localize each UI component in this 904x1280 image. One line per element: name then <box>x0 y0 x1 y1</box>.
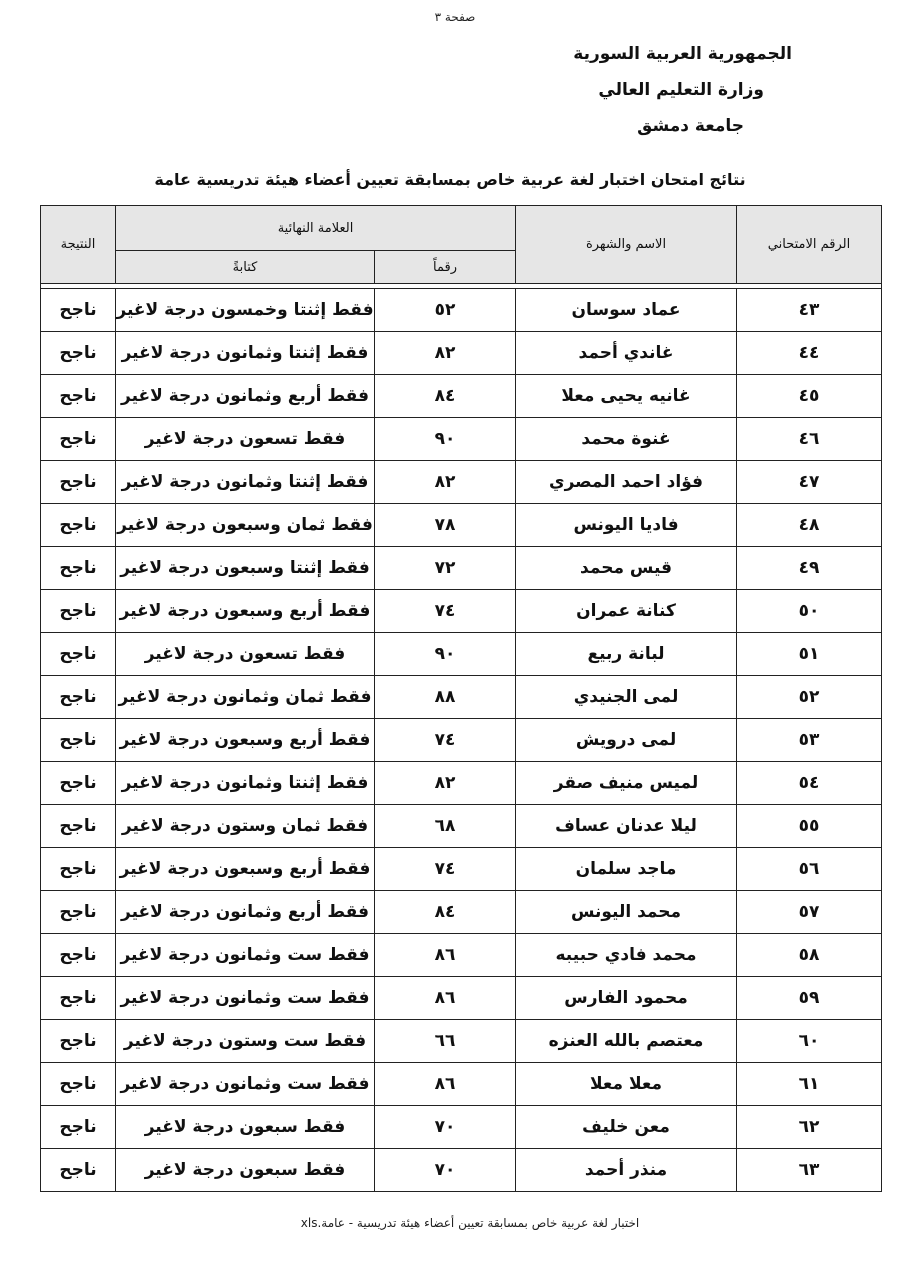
mark-digits-cell: ٨٨ <box>375 676 516 719</box>
name-cell: فاديا اليونس <box>516 504 737 547</box>
result-cell: ناجح <box>41 719 116 762</box>
mark-words-cell: فقط أربع وثمانون درجة لاغير <box>116 375 375 418</box>
table-row <box>41 1149 882 1192</box>
exam-number-cell: ٥٧ <box>737 891 882 934</box>
result-cell: ناجح <box>41 375 116 418</box>
name-cell: معلا معلا <box>516 1063 737 1106</box>
mark-digits-cell: ٨٢ <box>375 762 516 805</box>
mark-digits-cell: ٩٠ <box>375 633 516 676</box>
header-digits: رقماً <box>375 251 516 284</box>
mark-digits-cell: ٧٨ <box>375 504 516 547</box>
mark-words-cell: فقط أربع وسبعون درجة لاغير <box>116 848 375 891</box>
exam-number-cell: ٥١ <box>737 633 882 676</box>
table-row <box>41 547 882 590</box>
result-cell: ناجح <box>41 332 116 375</box>
document-title: نتائج امتحان اختبار لغة عربية خاص بمسابقة تعيين أعضاء هيئة تدريسية عامة <box>154 170 746 189</box>
name-cell: غاندي أحمد <box>516 332 737 375</box>
mark-digits-cell: ٧٠ <box>375 1149 516 1192</box>
header-name: الاسم والشهرة <box>516 206 737 284</box>
exam-number-cell: ٥٥ <box>737 805 882 848</box>
mark-words-cell: فقط إثنتا وثمانون درجة لاغير <box>116 332 375 375</box>
mark-words-cell: فقط ثمان وستون درجة لاغير <box>116 805 375 848</box>
name-cell: معتصم بالله العنزه <box>516 1020 737 1063</box>
mark-words-cell: فقط تسعون درجة لاغير <box>116 633 375 676</box>
table-row <box>41 289 882 332</box>
exam-number-cell: ٤٥ <box>737 375 882 418</box>
table-row <box>41 719 882 762</box>
exam-number-cell: ٤٩ <box>737 547 882 590</box>
header-exam-number: الرقم الامتحاني <box>737 206 882 284</box>
name-cell: لمى الجنيدي <box>516 676 737 719</box>
mark-digits-cell: ٥٢ <box>375 289 516 332</box>
result-cell: ناجح <box>41 977 116 1020</box>
mark-words-cell: فقط تسعون درجة لاغير <box>116 418 375 461</box>
result-cell: ناجح <box>41 590 116 633</box>
table-row <box>41 762 882 805</box>
mark-words-cell: فقط أربع وثمانون درجة لاغير <box>116 891 375 934</box>
mark-digits-cell: ٧٤ <box>375 719 516 762</box>
mark-words-cell: فقط أربع وسبعون درجة لاغير <box>116 590 375 633</box>
table-row <box>41 977 882 1020</box>
table-row <box>41 1020 882 1063</box>
exam-number-cell: ٤٧ <box>737 461 882 504</box>
name-cell: لمى درويش <box>516 719 737 762</box>
table-row <box>41 375 882 418</box>
result-cell: ناجح <box>41 504 116 547</box>
table-row <box>41 1063 882 1106</box>
mark-digits-cell: ٨٦ <box>375 934 516 977</box>
mark-digits-cell: ٦٨ <box>375 805 516 848</box>
exam-number-cell: ٥٠ <box>737 590 882 633</box>
ministry-name: وزارة التعليم العالي <box>598 80 764 100</box>
name-cell: فؤاد احمد المصري <box>516 461 737 504</box>
mark-words-cell: فقط ست وستون درجة لاغير <box>116 1020 375 1063</box>
exam-number-cell: ٤٨ <box>737 504 882 547</box>
result-cell: ناجح <box>41 1020 116 1063</box>
exam-number-cell: ٥٩ <box>737 977 882 1020</box>
result-cell: ناجح <box>41 676 116 719</box>
table-row <box>41 1106 882 1149</box>
result-cell: ناجح <box>41 633 116 676</box>
mark-words-cell: فقط سبعون درجة لاغير <box>116 1149 375 1192</box>
mark-words-cell: فقط ست وثمانون درجة لاغير <box>116 977 375 1020</box>
result-cell: ناجح <box>41 1106 116 1149</box>
mark-words-cell: فقط إثنتا وثمانون درجة لاغير <box>116 762 375 805</box>
name-cell: محمد اليونس <box>516 891 737 934</box>
result-cell: ناجح <box>41 891 116 934</box>
mark-words-cell: فقط ست وثمانون درجة لاغير <box>116 934 375 977</box>
exam-number-cell: ٦٣ <box>737 1149 882 1192</box>
exam-number-cell: ٥٨ <box>737 934 882 977</box>
mark-digits-cell: ٧٤ <box>375 590 516 633</box>
result-cell: ناجح <box>41 461 116 504</box>
exam-number-cell: ٦١ <box>737 1063 882 1106</box>
table-row <box>41 633 882 676</box>
result-cell: ناجح <box>41 547 116 590</box>
mark-digits-cell: ٨٢ <box>375 332 516 375</box>
exam-number-cell: ٥٣ <box>737 719 882 762</box>
table-row <box>41 418 882 461</box>
name-cell: كنانة عمران <box>516 590 737 633</box>
mark-words-cell: فقط ست وثمانون درجة لاغير <box>116 1063 375 1106</box>
exam-number-cell: ٤٦ <box>737 418 882 461</box>
table-row <box>41 461 882 504</box>
exam-number-cell: ٥٤ <box>737 762 882 805</box>
page-number: صفحة ٣ <box>434 10 476 24</box>
name-cell: لميس منيف صقر <box>516 762 737 805</box>
exam-number-cell: ٤٣ <box>737 289 882 332</box>
result-cell: ناجح <box>41 1063 116 1106</box>
mark-words-cell: فقط ثمان وثمانون درجة لاغير <box>116 676 375 719</box>
name-cell: ليلا عدنان عساف <box>516 805 737 848</box>
file-footer: اختبار لغة عربية خاص بمسابقة تعيين أعضاء هيئة تدريسية - عامة.xls <box>300 1216 640 1230</box>
results-table <box>40 205 882 1192</box>
mark-digits-cell: ٨٦ <box>375 1063 516 1106</box>
exam-number-cell: ٦٠ <box>737 1020 882 1063</box>
mark-words-cell: فقط أربع وسبعون درجة لاغير <box>116 719 375 762</box>
table-row <box>41 676 882 719</box>
mark-digits-cell: ٨٢ <box>375 461 516 504</box>
name-cell: غانيه يحيى معلا <box>516 375 737 418</box>
result-cell: ناجح <box>41 805 116 848</box>
table-row <box>41 504 882 547</box>
name-cell: محمود الفارس <box>516 977 737 1020</box>
name-cell: لبانة ربيع <box>516 633 737 676</box>
letterhead <box>532 36 792 144</box>
table-row <box>41 891 882 934</box>
exam-number-cell: ٤٤ <box>737 332 882 375</box>
table-row <box>41 848 882 891</box>
name-cell: معن خليف <box>516 1106 737 1149</box>
header-result: النتيجة <box>41 206 116 284</box>
table-row <box>41 934 882 977</box>
name-cell: قيس محمد <box>516 547 737 590</box>
result-cell: ناجح <box>41 848 116 891</box>
result-cell: ناجح <box>41 289 116 332</box>
header-words: كتابةً <box>116 251 375 284</box>
mark-digits-cell: ٨٦ <box>375 977 516 1020</box>
name-cell: غنوة محمد <box>516 418 737 461</box>
name-cell: منذر أحمد <box>516 1149 737 1192</box>
table-row <box>41 332 882 375</box>
header-final-mark: العلامة النهائية <box>116 206 516 251</box>
name-cell: عماد سوسان <box>516 289 737 332</box>
exam-number-cell: ٥٢ <box>737 676 882 719</box>
mark-digits-cell: ٧٢ <box>375 547 516 590</box>
mark-digits-cell: ٨٤ <box>375 891 516 934</box>
result-cell: ناجح <box>41 418 116 461</box>
mark-digits-cell: ٩٠ <box>375 418 516 461</box>
mark-words-cell: فقط إثنتا وخمسون درجة لاغير <box>116 289 375 332</box>
mark-words-cell: فقط إثنتا وسبعون درجة لاغير <box>116 547 375 590</box>
result-cell: ناجح <box>41 762 116 805</box>
mark-digits-cell: ٨٤ <box>375 375 516 418</box>
mark-words-cell: فقط سبعون درجة لاغير <box>116 1106 375 1149</box>
university-name: جامعة دمشق <box>637 116 744 136</box>
mark-words-cell: فقط ثمان وسبعون درجة لاغير <box>116 504 375 547</box>
exam-number-cell: ٦٢ <box>737 1106 882 1149</box>
results-rows <box>41 289 882 1192</box>
exam-number-cell: ٥٦ <box>737 848 882 891</box>
name-cell: ماجد سلمان <box>516 848 737 891</box>
result-cell: ناجح <box>41 1149 116 1192</box>
mark-digits-cell: ٧٤ <box>375 848 516 891</box>
name-cell: محمد فادي حبيبه <box>516 934 737 977</box>
result-cell: ناجح <box>41 934 116 977</box>
table-row <box>41 590 882 633</box>
mark-digits-cell: ٧٠ <box>375 1106 516 1149</box>
mark-digits-cell: ٦٦ <box>375 1020 516 1063</box>
country-name: الجمهورية العربية السورية <box>573 44 792 64</box>
mark-words-cell: فقط إثنتا وثمانون درجة لاغير <box>116 461 375 504</box>
table-row <box>41 805 882 848</box>
